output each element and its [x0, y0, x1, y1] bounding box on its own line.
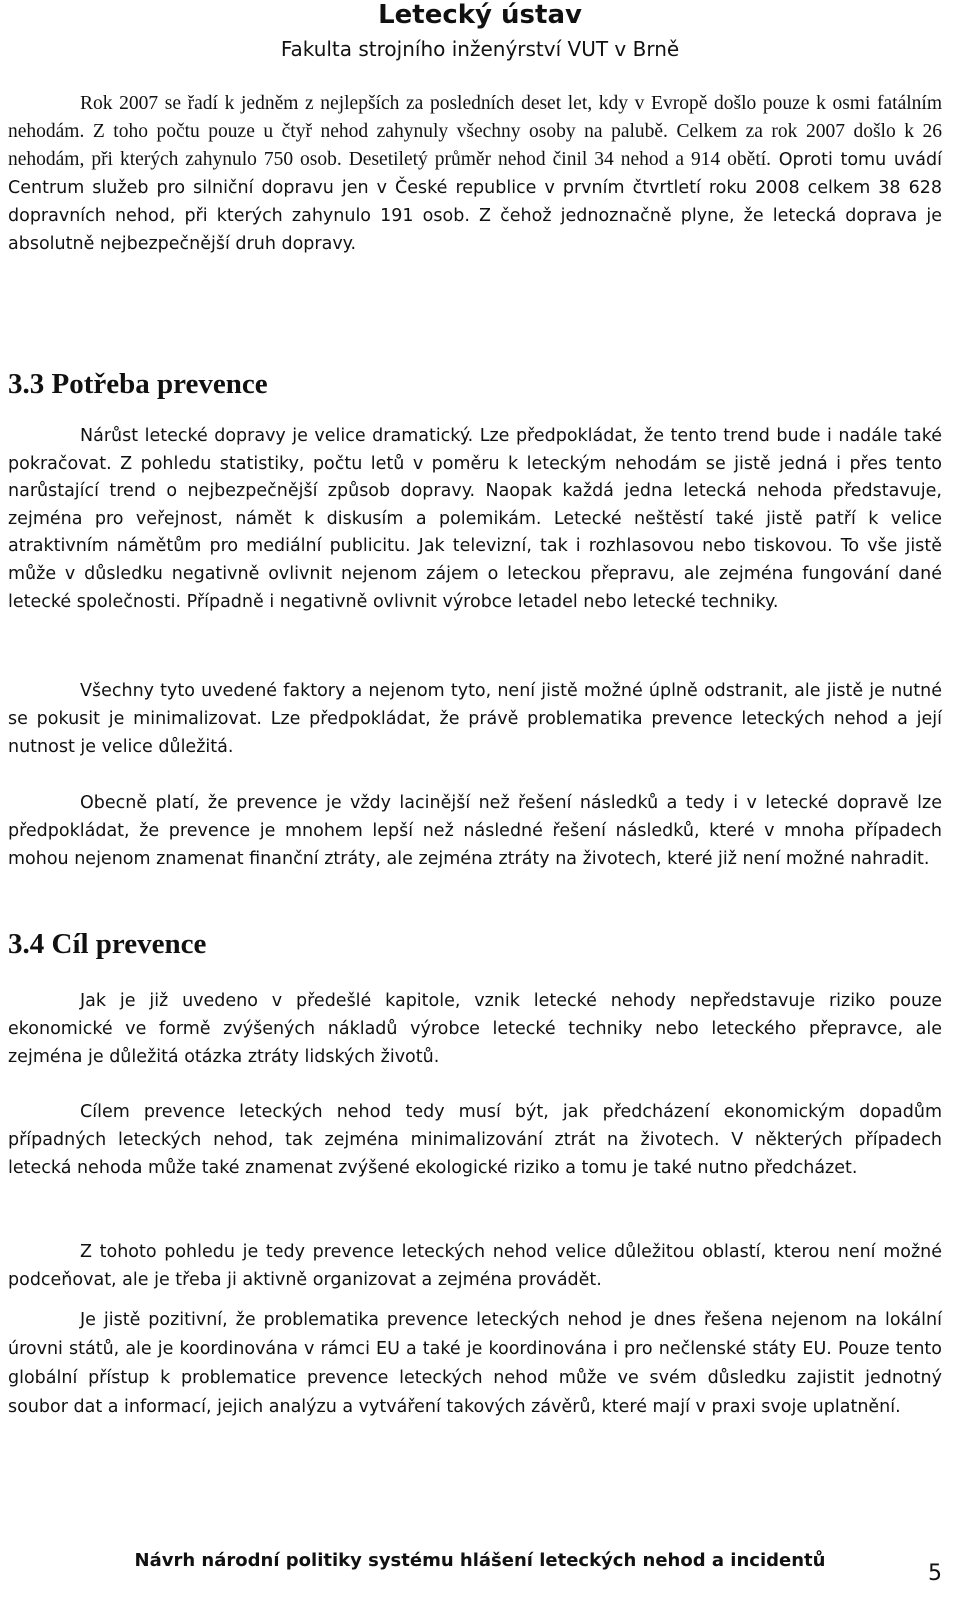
header-subtitle: Fakulta strojního inženýrství VUT v Brně	[280, 37, 680, 61]
section-3-4-paragraph-2: Cílem prevence leteckých nehod tedy musí být, jak předcházení ekonomickým dopadům případných leteckých nehod, tak zejména minimalizování ztrát na životech. V některých případech letecká nehoda může také znamenat zvýšené ekologické riziko a tomu je také nutno předcházet.	[8, 1102, 942, 1178]
section-3-4-paragraph-3: Z tohoto pohledu je tedy prevence leteckých nehod velice důležitou oblastí, kterou není možné podceňovat, ale je třeba ji aktivně organizovat a zejména provádět.	[8, 1242, 942, 1290]
section-3-3-paragraph-1: Nárůst letecké dopravy je velice dramatický. Lze předpokládat, že tento trend bude i nadále také pokračovat. Z pohledu statistiky, počtu letů v poměru k leteckým nehodám se jistě jedná i přes tento narůstající trend o nejbezpečnější způsob dopravy. Naopak každá jedna letecká nehoda představuje, zejména pro veřejnost, námět k diskusím a polemikám. Letecké neštěstí také jistě patří k velice atraktivním námětům pro mediální publicitu. Jak televizní, tak i rozhlasovou nebo tiskovou. To vše jistě může v důsledku negativně ovlivnit nejenom zájem o leteckou přepravu, ale zejména fungování dané letecké společnosti. Případně i negativně ovlivnit výrobce letadel nebo letecké techniky.	[8, 426, 942, 612]
section-3-3-paragraph-2: Všechny tyto uvedené faktory a nejenom tyto, není jistě možné úplně odstranit, ale jistě je nutné se pokusit je minimalizovat. Lze předpokládat, že právě problematika prevence leteckých nehod a její nutnost je velice důležitá.	[8, 681, 942, 757]
footer-title: Návrh národní politiky systému hlášení leteckých nehod a incidentů	[134, 1550, 826, 1571]
intro-paragraph-part2: Oproti tomu uvádí Centrum služeb pro silniční dopravu jen v České republice v prvním čtvrtletí roku 2008 celkem 38 628 dopravních nehod, při kterých zahynulo 191 osob. Z čehož jednoznačně plyne, že letecká doprava je absolutně nejbezpečnější druh dopravy.	[8, 150, 942, 254]
section-3-4-paragraph-1: Jak je již uvedeno v předešlé kapitole, vznik letecké nehody nepředstavuje riziko pouze ekonomické ve formě zvýšených nákladů výrobce letecké techniky nebo leteckého přepravce, ale zejména je důležitá otázka ztráty lidských životů.	[8, 991, 942, 1067]
intro-paragraph-part1: Rok 2007 se řadí k jedněm z nejlepších za posledních deset let, kdy v Evropě došlo pouze k osmi fatálním nehodám. Z toho počtu pouze u čtyř nehod zahynuly všechny osoby na palubě. Celkem za rok 2007 došlo k 26 nehodám, při kterých zahynulo 750 osob. Desetiletý průměr nehod činil 34 nehod a 914 obětí.	[8, 93, 942, 170]
section-heading-3-4: 3.4 Cíl prevence	[8, 928, 207, 960]
section-3-3-paragraph-3: Obecně platí, že prevence je vždy lacinější než řešení následků a tedy i v letecké dopravě lze předpokládat, že prevence je mnohem lepší než následné řešení následků, které v mnoha případech mohou nejenom znamenat finanční ztráty, ale zejména ztráty na životech, které již není možné nahradit.	[8, 793, 942, 869]
section-heading-3-3: 3.3 Potřeba prevence	[8, 368, 268, 400]
header-title: Letecký ústav	[378, 0, 582, 30]
intro-paragraph	[8, 90, 942, 258]
page-number: 5	[928, 1561, 942, 1586]
section-3-4-paragraph-4: Je jistě pozitivní, že problematika prevence leteckých nehod je dnes řešena nejenom na lokální úrovni států, ale je koordinována v rámci EU a také je koordinována i pro nečlenské státy EU. Pouze tento globální přístup k problematice prevence leteckých nehod může ve svém důsledku zajistit jednotný soubor dat a informací, jejich analýzu a vytváření takových závěrů, které mají v praxi svoje uplatnění.	[8, 1310, 942, 1417]
